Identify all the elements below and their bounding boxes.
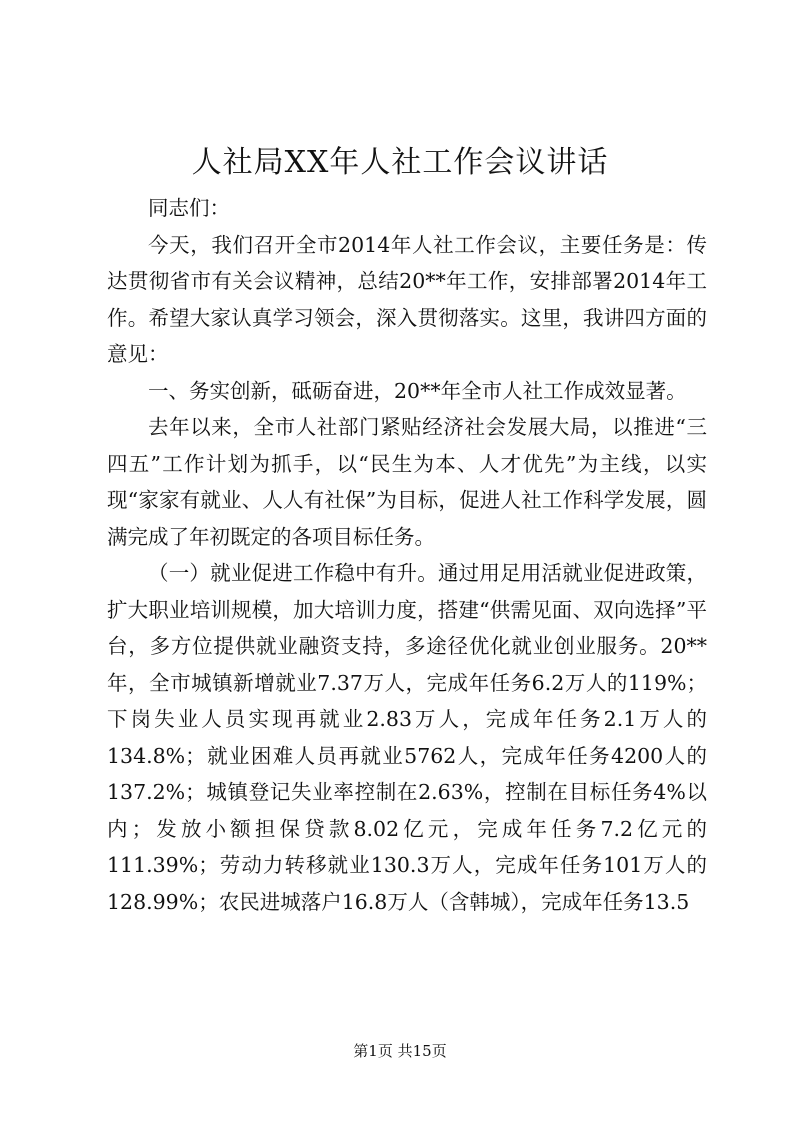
- summary-paragraph: 去年以来，全市人社部门紧贴经济社会发展大局，以推进“三四五”工作计划为抓手，以“民生为本、人才优先”为主线，以实现“家家有就业、人人有社保”为目标，促进人社工作科学发展，圆满完成了年初既定的各项目标任务。: [107, 415, 707, 549]
- salutation-paragraph: 同志们：: [148, 196, 230, 220]
- section-heading-one: 一、务实创新，砥砺奋进，20**年全市人社工作成效显著。: [148, 378, 687, 403]
- document-body: [107, 190, 707, 920]
- page-footer: 第1页 共15页: [353, 1042, 447, 1060]
- intro-paragraph: 今天，我们召开全市2014年人社工作会议，主要任务是：传达贯彻省市有关会议精神，总结20**年工作，安排部署2014年工作。希望大家认真学习领会，深入贯彻落实。这里，我讲四方面的意见：: [107, 232, 707, 366]
- document-title: 人社局XX年人社工作会议讲话: [191, 145, 609, 180]
- employment-paragraph: （一）就业促进工作稳中有升。通过用足用活就业促进政策，扩大职业培训规模，加大培训力度，搭建“供需见面、双向选择”平台，多方位提供就业融资支持，多途径优化就业创业服务。20**年，全市城镇新增就业7.37万人，完成年任务6.2万人的119%；下岗失业人员实现再就业2.83万人，完成年任务2.1万人的134.8%；就业困难人员再就业5762人，完成年任务4200人的137.2%；城镇登记失业率控制在2.63%，控制在目标任务4%以内；发放小额担保贷款8.02亿元，完成年任务7.2亿元的111.39%；劳动力转移就业130.3万人，完成年任务101万人的128.99%；农民进城落户16.8万人（含韩城），完成年任务13.5: [107, 561, 707, 914]
